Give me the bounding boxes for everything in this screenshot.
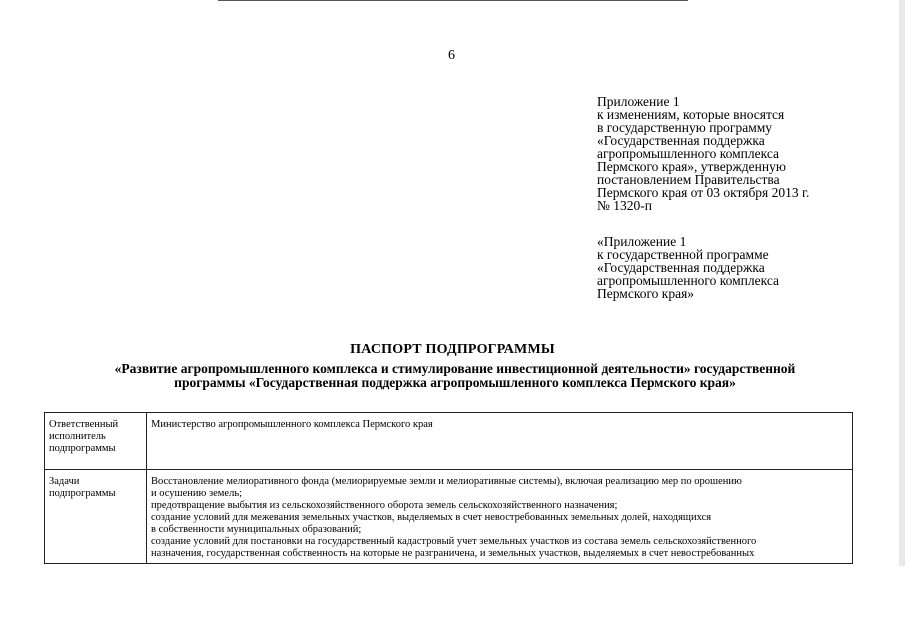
row-label-line: подпрограммы	[49, 488, 116, 499]
row-value-line: создание условий для межевания земельных участков, выделяемых в счет невостребованных земельных долей, находящихся	[151, 512, 712, 523]
table-row	[45, 470, 853, 564]
top-rule	[218, 0, 688, 1]
scan-edge	[899, 0, 905, 640]
row-label-line: Ответственный	[49, 419, 119, 430]
appendix-1-line: к изменениям, которые вносятся	[597, 107, 785, 122]
row-label-line: исполнитель	[49, 431, 106, 442]
page-number: 6	[448, 48, 455, 63]
row-value-line: предотвращение выбытия из сельскохозяйственного оборота земель сельскохозяйственного назначения;	[151, 500, 618, 511]
passport-title: ПАСПОРТ ПОДПРОГРАММЫ	[350, 342, 555, 357]
subtitle-line: программы «Государственная поддержка агропромышленного комплекса Пермского края»	[174, 375, 736, 390]
appendix-1-line: Пермского края», утвержденную	[597, 159, 786, 174]
row-label-cell	[45, 470, 147, 564]
appendix-1-line: агропромышленного комплекса	[597, 146, 779, 161]
appendix-2-block	[597, 235, 779, 300]
page-bottom-blank	[0, 566, 905, 640]
row-value-line: назначения, государственная собственность на которые не разграничена, и земельных участков, выделяемых в счет невостребованных	[151, 548, 755, 559]
row-value-cell	[147, 413, 853, 470]
row-value-line: в собственности муниципальных образований;	[151, 524, 362, 535]
subprogram-subtitle	[60, 362, 850, 390]
row-label-line: подпрограммы	[49, 443, 116, 454]
row-label-line: Задачи	[49, 476, 80, 487]
appendix-1-line: в государственную программу	[597, 120, 773, 135]
appendix-2-line: Пермского края»	[597, 286, 695, 301]
row-value-line: Восстановление мелиоративного фонда (мелиорируемые земли и мелиоративные системы), включая реализацию мер по орошению	[151, 476, 742, 487]
row-label-cell	[45, 413, 147, 470]
appendix-2-line: к государственной программе	[597, 247, 769, 262]
appendix-1-line: постановлением Правительства	[597, 172, 780, 187]
appendix-2-line: агропромышленного комплекса	[597, 273, 779, 288]
table-row	[45, 413, 853, 470]
appendix-1-line: «Государственная поддержка	[597, 133, 765, 148]
appendix-1-line: Приложение 1	[597, 94, 680, 109]
appendix-1-line: Пермского края от 03 октября 2013 г.	[597, 185, 810, 200]
row-value-line: Министерство агропромышленного комплекса Пермского края	[151, 419, 433, 430]
appendix-1-block	[597, 95, 809, 212]
row-value-line: создание условий для постановки на государственный кадастровый учет земельных участков из состава земель сельскохозяйственного	[151, 536, 757, 547]
appendix-1-line: № 1320-п	[597, 198, 652, 213]
row-value-line: и осушению земель;	[151, 488, 243, 499]
appendix-2-line: «Приложение 1	[597, 234, 687, 249]
subtitle-line: «Развитие агропромышленного комплекса и стимулирование инвестиционной деятельности» государственной	[114, 361, 796, 376]
appendix-2-line: «Государственная поддержка	[597, 260, 765, 275]
row-value-cell	[147, 470, 853, 564]
passport-table	[44, 412, 853, 564]
